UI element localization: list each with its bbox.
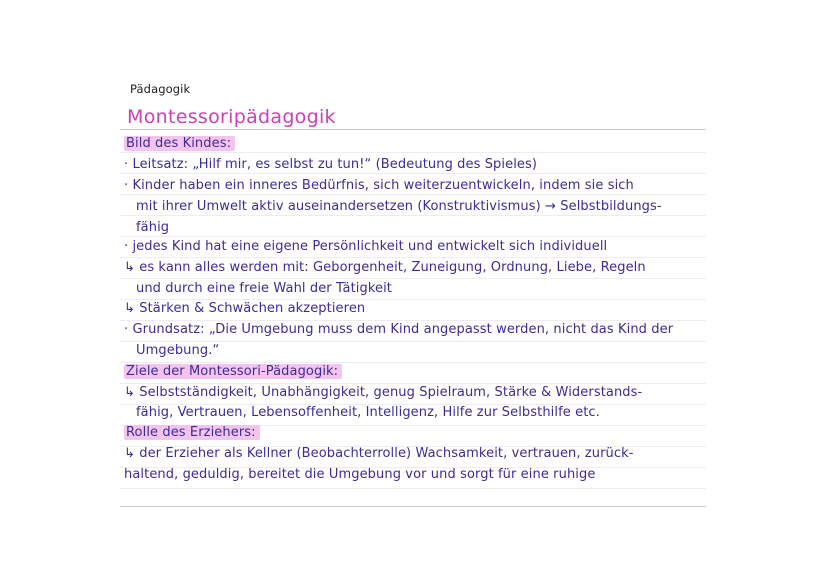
ruled-line [120, 236, 706, 237]
note-line: und durch eine freie Wahl der Tätigkeit [136, 281, 393, 296]
subject-label: Pädagogik [130, 82, 191, 96]
note-line: ↳ der Erzieher als Kellner (Beobachterrolle) Wachsamkeit, vertrauen, zurück- [124, 446, 634, 461]
note-line: mit ihrer Umwelt aktiv auseinandersetzen (Konstruktivismus) → Selbstbildungs- [136, 199, 662, 214]
ruled-line [120, 488, 706, 489]
note-line: fähig [136, 220, 170, 235]
note-line: · Leitsatz: „Hilf mir, es selbst zu tun!“ (Bedeutung des Spieles) [124, 157, 538, 172]
note-line: ↳ es kann alles werden mit: Geborgenheit, Zuneigung, Ordnung, Liebe, Regeln [124, 260, 646, 275]
note-line: · Grundsatz: „Die Umgebung muss dem Kind angepasst werden, nicht das Kind der [124, 322, 674, 337]
note-line: haltend, geduldig, bereitet die Umgebung vor und sorgt für eine ruhige [124, 467, 596, 482]
ruled-line [120, 278, 706, 279]
note-line: Umgebung.“ [136, 343, 220, 358]
section-heading [124, 363, 342, 381]
heading-highlight: Ziele der Montessori-Pädagogik: [124, 364, 342, 379]
note-line: · jedes Kind hat eine eigene Persönlichkeit und entwickelt sich individuell [124, 239, 608, 254]
note-line: ↳ Selbstständigkeit, Unabhängigkeit, genug Spielraum, Stärke & Widerstands- [124, 385, 643, 400]
section-heading [124, 424, 260, 442]
ruled-line [120, 257, 706, 258]
bottom-line [120, 506, 706, 507]
section-heading [124, 135, 235, 153]
heading-highlight: Rolle des Erziehers: [124, 425, 260, 440]
note-line: · Kinder haben ein inneres Bedürfnis, sich weiterzuentwickeln, indem sie sich [124, 178, 634, 193]
heading-highlight: Bild des Kindes: [124, 136, 235, 151]
note-line: ↳ Stärken & Schwächen akzeptieren [124, 301, 366, 316]
page-title: Montessoripädagogik [127, 106, 336, 128]
title-underline [120, 129, 706, 130]
note-line: fähig, Vertrauen, Lebensoffenheit, Intelligenz, Hilfe zur Selbsthilfe etc. [136, 405, 600, 420]
